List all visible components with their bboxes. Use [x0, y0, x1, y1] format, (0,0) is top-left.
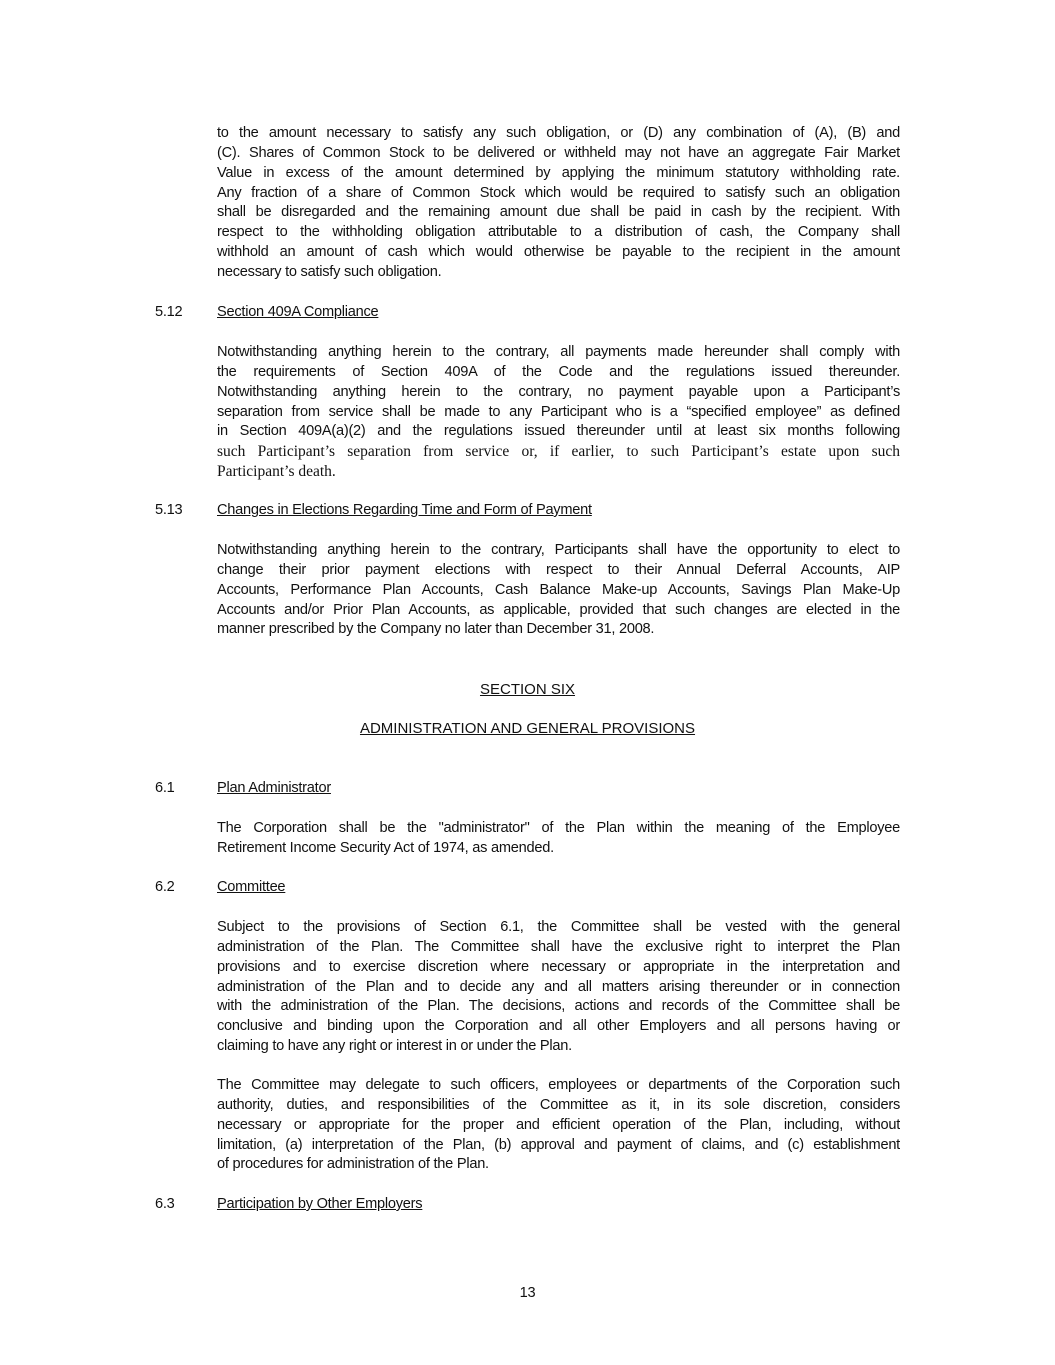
paragraph-line: separation from service shall be made to any Participant who is a “specified employee” as defined: [217, 403, 900, 420]
paragraph-line: The Corporation shall be the "administrator" of the Plan within the meaning of the Employee: [217, 820, 900, 836]
section-number: 6.3: [155, 1196, 175, 1212]
paragraph-line: Notwithstanding anything herein to the contrary, Participants shall have the opportunity to elect to: [217, 542, 900, 558]
section-heading-row: [217, 501, 900, 521]
paragraph-line: provisions and to exercise discretion where necessary or appropriate in the interpretation and: [217, 958, 900, 975]
paragraph-line: of procedures for administration of the Plan.: [217, 1156, 489, 1173]
paragraph-line: Notwithstanding anything herein to the contrary, all payments made hereunder shall comply with: [217, 344, 900, 360]
paragraph-line: conclusive and binding upon the Corporation and all other Employers and all persons having or: [217, 1018, 900, 1035]
paragraph-line: Subject to the provisions of Section 6.1, the Committee shall be vested with the general: [217, 919, 900, 935]
paragraph-line: Participant’s death.: [217, 463, 336, 481]
section-number: 6.2: [155, 879, 175, 895]
paragraph-line: Any fraction of a share of Common Stock which would be required to satisfy such an obligation: [217, 184, 900, 201]
paragraph-line: in Section 409A(a)(2) and the regulations issued thereunder until at least six months following: [217, 423, 900, 440]
paragraph-line: change their prior payment elections with respect to their Annual Deferral Accounts, AIP: [217, 561, 900, 578]
section-heading-row: [217, 303, 900, 323]
paragraph-line: administration of the Plan and to decide any and all matters arising thereunder or in connection: [217, 978, 900, 995]
paragraph: [217, 124, 900, 283]
section-heading: Committee: [217, 879, 286, 895]
paragraph-line: The Committee may delegate to such officers, employees or departments of the Corporation such: [217, 1077, 900, 1093]
paragraph-line: (C). Shares of Common Stock to be delivered or withheld may not have an aggregate Fair Market: [217, 144, 900, 161]
paragraph-line: manner prescribed by the Company no later than December 31, 2008.: [217, 621, 655, 638]
paragraph-line: with the administration of the Plan. The decisions, actions and records of the Committee shall be: [217, 998, 900, 1015]
paragraph: [217, 918, 900, 1057]
paragraph-line: limitation, (a) interpretation of the Plan, (b) approval and payment of claims, and (c) establishment: [217, 1136, 900, 1153]
paragraph-line: claiming to have any right or interest in or under the Plan.: [217, 1038, 572, 1055]
section-title: SECTION SIX: [479, 681, 576, 698]
paragraph-line: Notwithstanding anything herein to the contrary, no payment payable upon a Participant’s: [217, 383, 900, 400]
section-heading-row: [217, 779, 900, 799]
section-title: ADMINISTRATION AND GENERAL PROVISIONS: [359, 720, 696, 737]
section-heading: Changes in Elections Regarding Time and Form of Payment: [217, 502, 592, 518]
paragraph: [217, 343, 900, 482]
section-heading-row: [217, 1195, 900, 1215]
section-title-row: [0, 719, 1055, 739]
paragraph-line: respect to the withholding obligation attributable to a distribution of cash, the Company shall: [217, 224, 900, 241]
page-number: 13: [519, 1285, 536, 1301]
section-title-row: [0, 680, 1055, 700]
paragraph-line: to the amount necessary to satisfy any such obligation, or (D) any combination of (A), (B) and: [217, 125, 900, 141]
paragraph-line: withhold an amount of cash which would otherwise be payable to the recipient in the amount: [217, 244, 900, 261]
paragraph-line: necessary or appropriate for the proper and efficient operation of the Plan, including, without: [217, 1116, 900, 1133]
paragraph: [217, 1076, 900, 1175]
section-heading: Participation by Other Employers: [217, 1196, 423, 1212]
section-number: 6.1: [155, 780, 175, 796]
paragraph-line: Accounts, Performance Plan Accounts, Cash Balance Make-up Accounts, Savings Plan Make-Up: [217, 581, 900, 598]
paragraph-line: necessary to satisfy such obligation.: [217, 264, 442, 281]
paragraph-line: administration of the Plan. The Committee shall have the exclusive right to interpret the Plan: [217, 938, 900, 955]
section-number: 5.12: [155, 304, 183, 320]
paragraph: [217, 819, 900, 859]
paragraph-line: Accounts and/or Prior Plan Accounts, as applicable, provided that such changes are elected in the: [217, 601, 900, 618]
paragraph-line: shall be disregarded and the remaining amount due shall be paid in cash by the recipient. With: [217, 204, 900, 221]
paragraph-line: authority, duties, and responsibilities of the Committee as it, in its sole discretion, considers: [217, 1096, 900, 1113]
section-number: 5.13: [155, 502, 183, 518]
paragraph-line: Retirement Income Security Act of 1974, as amended.: [217, 839, 554, 856]
section-heading: Plan Administrator: [217, 780, 331, 796]
section-heading-row: [217, 878, 900, 898]
paragraph-line: such Participant’s separation from service or, if earlier, to such Participant’s estate upon such: [217, 443, 900, 461]
paragraph-line: the requirements of Section 409A of the Code and the regulations issued thereunder.: [217, 363, 900, 380]
paragraph-line: Value in excess of the amount determined by applying the minimum statutory withholding rate.: [217, 164, 900, 181]
paragraph: [217, 541, 900, 640]
section-heading: Section 409A Compliance: [217, 304, 379, 320]
